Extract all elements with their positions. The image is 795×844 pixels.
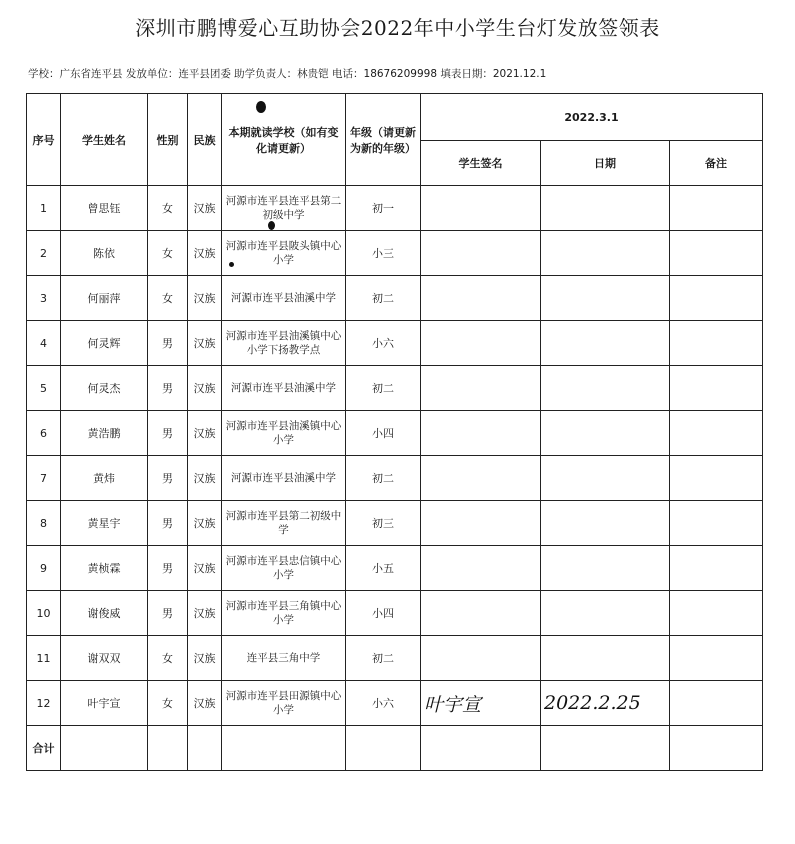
cell-no: 3 <box>27 276 61 321</box>
cell-note <box>670 456 763 501</box>
cell-note <box>670 186 763 231</box>
cell-gender: 男 <box>148 591 188 636</box>
cell-name: 黄桢霖 <box>61 546 148 591</box>
cell-ethnicity: 汉族 <box>188 366 222 411</box>
cell-name: 陈依 <box>61 231 148 276</box>
cell-grade: 小四 <box>346 591 421 636</box>
total-label: 合计 <box>27 726 61 771</box>
cell-date <box>541 321 670 366</box>
cell-date <box>541 231 670 276</box>
cell-ethnicity: 汉族 <box>188 231 222 276</box>
cell-school: 河源市连平县油溪中学 <box>222 276 346 321</box>
cell-no: 2 <box>27 231 61 276</box>
cell-date <box>541 411 670 456</box>
cell-signature <box>421 321 541 366</box>
table-row <box>27 681 763 726</box>
cell-signature <box>421 501 541 546</box>
cell-signature <box>421 636 541 681</box>
cell-gender: 女 <box>148 276 188 321</box>
signoff-table <box>26 93 763 771</box>
cell-school: 河源市连平县油溪镇中心小学 <box>222 411 346 456</box>
cell-note <box>670 681 763 726</box>
table-row <box>27 186 763 231</box>
cell-signature <box>421 591 541 636</box>
header-note: 备注 <box>670 141 763 186</box>
cell-signature <box>421 546 541 591</box>
cell-name: 何灵辉 <box>61 321 148 366</box>
cell-school: 河源市连平县油溪镇中心小学下扬教学点 <box>222 321 346 366</box>
total-cell <box>148 726 188 771</box>
cell-signature <box>421 186 541 231</box>
table-row <box>27 501 763 546</box>
cell-name: 叶宇宣 <box>61 681 148 726</box>
cell-ethnicity: 汉族 <box>188 276 222 321</box>
table-row <box>27 456 763 501</box>
cell-signature <box>421 456 541 501</box>
cell-note <box>670 366 763 411</box>
cell-gender: 男 <box>148 321 188 366</box>
table-row <box>27 591 763 636</box>
cell-no: 10 <box>27 591 61 636</box>
cell-grade: 初二 <box>346 456 421 501</box>
cell-grade: 小六 <box>346 681 421 726</box>
cell-note <box>670 591 763 636</box>
cell-ethnicity: 汉族 <box>188 321 222 366</box>
cell-grade: 小四 <box>346 411 421 456</box>
cell-gender: 女 <box>148 636 188 681</box>
header-school: 本期就读学校（如有变化请更新） <box>222 94 346 186</box>
cell-no: 12 <box>27 681 61 726</box>
cell-date <box>541 456 670 501</box>
cell-no: 6 <box>27 411 61 456</box>
cell-no: 8 <box>27 501 61 546</box>
cell-school: 河源市连平县三角镇中心小学 <box>222 591 346 636</box>
ink-blot <box>229 262 234 267</box>
cell-grade: 初二 <box>346 636 421 681</box>
cell-gender: 男 <box>148 366 188 411</box>
cell-gender: 女 <box>148 186 188 231</box>
cell-no: 9 <box>27 546 61 591</box>
cell-school: 河源市连平县陂头镇中心小学 <box>222 231 346 276</box>
ink-blot <box>268 221 275 230</box>
header-name: 学生姓名 <box>61 94 148 186</box>
cell-ethnicity: 汉族 <box>188 546 222 591</box>
total-cell <box>188 726 222 771</box>
cell-school: 河源市连平县田源镇中心小学 <box>222 681 346 726</box>
header-date-group: 2022.3.1 <box>421 94 763 141</box>
table-row <box>27 231 763 276</box>
cell-note <box>670 276 763 321</box>
cell-name: 谢双双 <box>61 636 148 681</box>
cell-grade: 小三 <box>346 231 421 276</box>
cell-signature <box>421 411 541 456</box>
cell-grade: 小六 <box>346 321 421 366</box>
cell-no: 11 <box>27 636 61 681</box>
cell-ethnicity: 汉族 <box>188 501 222 546</box>
cell-school: 河源市连平县第二初级中学 <box>222 501 346 546</box>
cell-name: 黄浩鹏 <box>61 411 148 456</box>
cell-school: 河源市连平县油溪中学 <box>222 456 346 501</box>
cell-date <box>541 636 670 681</box>
cell-note <box>670 231 763 276</box>
cell-ethnicity: 汉族 <box>188 636 222 681</box>
cell-name: 曾思钰 <box>61 186 148 231</box>
table-row <box>27 411 763 456</box>
cell-date <box>541 546 670 591</box>
table-row <box>27 321 763 366</box>
header-grade: 年级（请更新为新的年级） <box>346 94 421 186</box>
cell-name: 黄星宇 <box>61 501 148 546</box>
cell-gender: 男 <box>148 501 188 546</box>
cell-date <box>541 501 670 546</box>
cell-grade: 初三 <box>346 501 421 546</box>
cell-note <box>670 636 763 681</box>
cell-grade: 初二 <box>346 276 421 321</box>
cell-signature: 叶宇宣 <box>421 681 541 726</box>
total-cell <box>61 726 148 771</box>
cell-note <box>670 411 763 456</box>
cell-note <box>670 321 763 366</box>
cell-gender: 男 <box>148 456 188 501</box>
table-row <box>27 546 763 591</box>
cell-no: 4 <box>27 321 61 366</box>
total-cell <box>670 726 763 771</box>
cell-grade: 初一 <box>346 186 421 231</box>
cell-date <box>541 366 670 411</box>
cell-date <box>541 186 670 231</box>
cell-no: 5 <box>27 366 61 411</box>
header-gender: 性别 <box>148 94 188 186</box>
header-signature: 学生签名 <box>421 141 541 186</box>
header-date: 日期 <box>541 141 670 186</box>
ink-blot <box>256 101 266 113</box>
cell-gender: 女 <box>148 231 188 276</box>
cell-school: 河源市连平县油溪中学 <box>222 366 346 411</box>
cell-ethnicity: 汉族 <box>188 591 222 636</box>
header-no: 序号 <box>27 94 61 186</box>
cell-date <box>541 276 670 321</box>
cell-school: 河源市连平县忠信镇中心小学 <box>222 546 346 591</box>
cell-school: 河源市连平县连平县第二初级中学 <box>222 186 346 231</box>
cell-note <box>670 501 763 546</box>
cell-signature <box>421 366 541 411</box>
cell-ethnicity: 汉族 <box>188 186 222 231</box>
cell-name: 何丽萍 <box>61 276 148 321</box>
cell-date <box>541 591 670 636</box>
total-cell <box>421 726 541 771</box>
cell-signature <box>421 231 541 276</box>
header-ethnicity: 民族 <box>188 94 222 186</box>
total-cell <box>541 726 670 771</box>
cell-name: 谢俊威 <box>61 591 148 636</box>
cell-gender: 男 <box>148 546 188 591</box>
cell-grade: 小五 <box>346 546 421 591</box>
page-title: 深圳市鹏博爱心互助协会2022年中小学生台灯发放签领表 <box>135 16 660 40</box>
total-cell <box>222 726 346 771</box>
cell-school: 连平县三角中学 <box>222 636 346 681</box>
cell-note <box>670 546 763 591</box>
cell-name: 何灵杰 <box>61 366 148 411</box>
cell-no: 7 <box>27 456 61 501</box>
cell-date: 2022.2.25 <box>541 681 670 726</box>
cell-grade: 初二 <box>346 366 421 411</box>
table-row <box>27 366 763 411</box>
form-info-line: 学校：广东省连平县 发放单位：连平县团委 助学负责人：林贵铠 电话：18676209998 填表日期：2021.12.1 <box>28 68 547 80</box>
table-row <box>27 636 763 681</box>
cell-no: 1 <box>27 186 61 231</box>
cell-gender: 男 <box>148 411 188 456</box>
cell-ethnicity: 汉族 <box>188 681 222 726</box>
cell-ethnicity: 汉族 <box>188 411 222 456</box>
cell-signature <box>421 276 541 321</box>
cell-name: 黄炜 <box>61 456 148 501</box>
total-cell <box>346 726 421 771</box>
cell-ethnicity: 汉族 <box>188 456 222 501</box>
table-row <box>27 276 763 321</box>
cell-gender: 女 <box>148 681 188 726</box>
